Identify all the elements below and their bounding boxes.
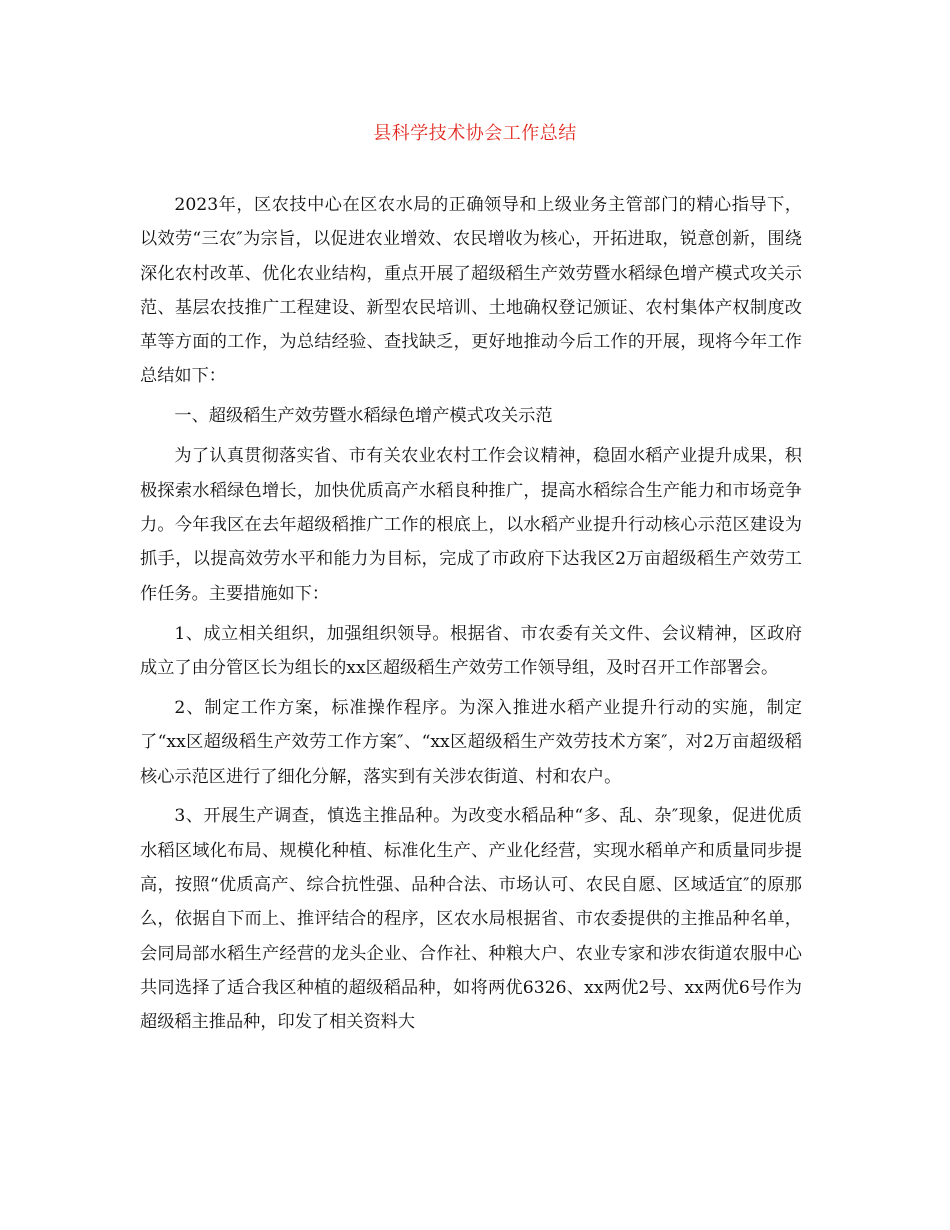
paragraph-intro: 2023年，区农技中心在区农水局的正确领导和上级业务主管部门的精心指导下，以效劳“三农″为宗旨，以促进农业增效、农民增收为核心，开拓进取，锐意创新，围绕深化农村改革、优化农业结构，重点开展了超级稻生产效劳暨水稻绿色增产模式攻关示范、基层农技推广工程建设、新型农民培训、土地确权登记颁证、农村集体产权制度改革等方面的工作，为总结经验、查找缺乏，更好地推动今后工作的开展，现将今年工作总结如下： [140, 195, 802, 387]
document-title: 县科学技术协会工作总结 [373, 123, 577, 144]
paragraph-measure-3: 3、开展生产调查，慎选主推品种。为改变水稻品种“多、乱、杂″现象，促进优质水稻区域化布局、规模化种植、标准化生产、产业化经营，实现水稻单产和质量同步提高，按照“优质高产、综合抗性强、品种合法、市场认可、农民自愿、区域适宜″的原那么，依据自下而上、推评结合的程序，区农水局根据省、市农委提供的主推品种名单，会同局部水稻生产经营的龙头企业、合作社、种粮大户、农业专家和涉农街道农服中心共同选择了适合我区种植的超级稻品种，如将两优6326、xx两优2号、xx两优6号作为超级稻主推品种，印发了相关资料大 [140, 806, 802, 1033]
document-body [140, 188, 802, 1040]
paragraph-section-1: 为了认真贯彻落实省、市有关农业农村工作会议精神，稳固水稻产业提升成果，积极探索水稻绿色增长，加快优质高产水稻良种推广，提高水稻综合生产能力和市场竞争力。今年我区在去年超级稻推广工作的根底上，以水稻产业提升行动核心示范区建设为抓手，以提高效劳水平和能力为目标，完成了市政府下达我区2万亩超级稻生产效劳工作任务。主要措施如下： [140, 446, 802, 604]
section-heading-1: 一、超级稻生产效劳暨水稻绿色增产模式攻关示范 [174, 406, 553, 427]
paragraph-measure-1: 1、成立相关组织，加强组织领导。根据省、市农委有关文件、会议精神，区政府成立了由分管区长为组长的xx区超级稻生产效劳工作领导组，及时召开工作部署会。 [140, 623, 802, 678]
paragraph-measure-2: 2、制定工作方案，标准操作程序。为深入推进水稻产业提升行动的实施，制定了“xx区超级稻生产效劳工作方案″、“xx区超级稻生产效劳技术方案″，对2万亩超级稻核心示范区进行了细化分解，落实到有关涉农街道、村和农户。 [140, 697, 802, 787]
